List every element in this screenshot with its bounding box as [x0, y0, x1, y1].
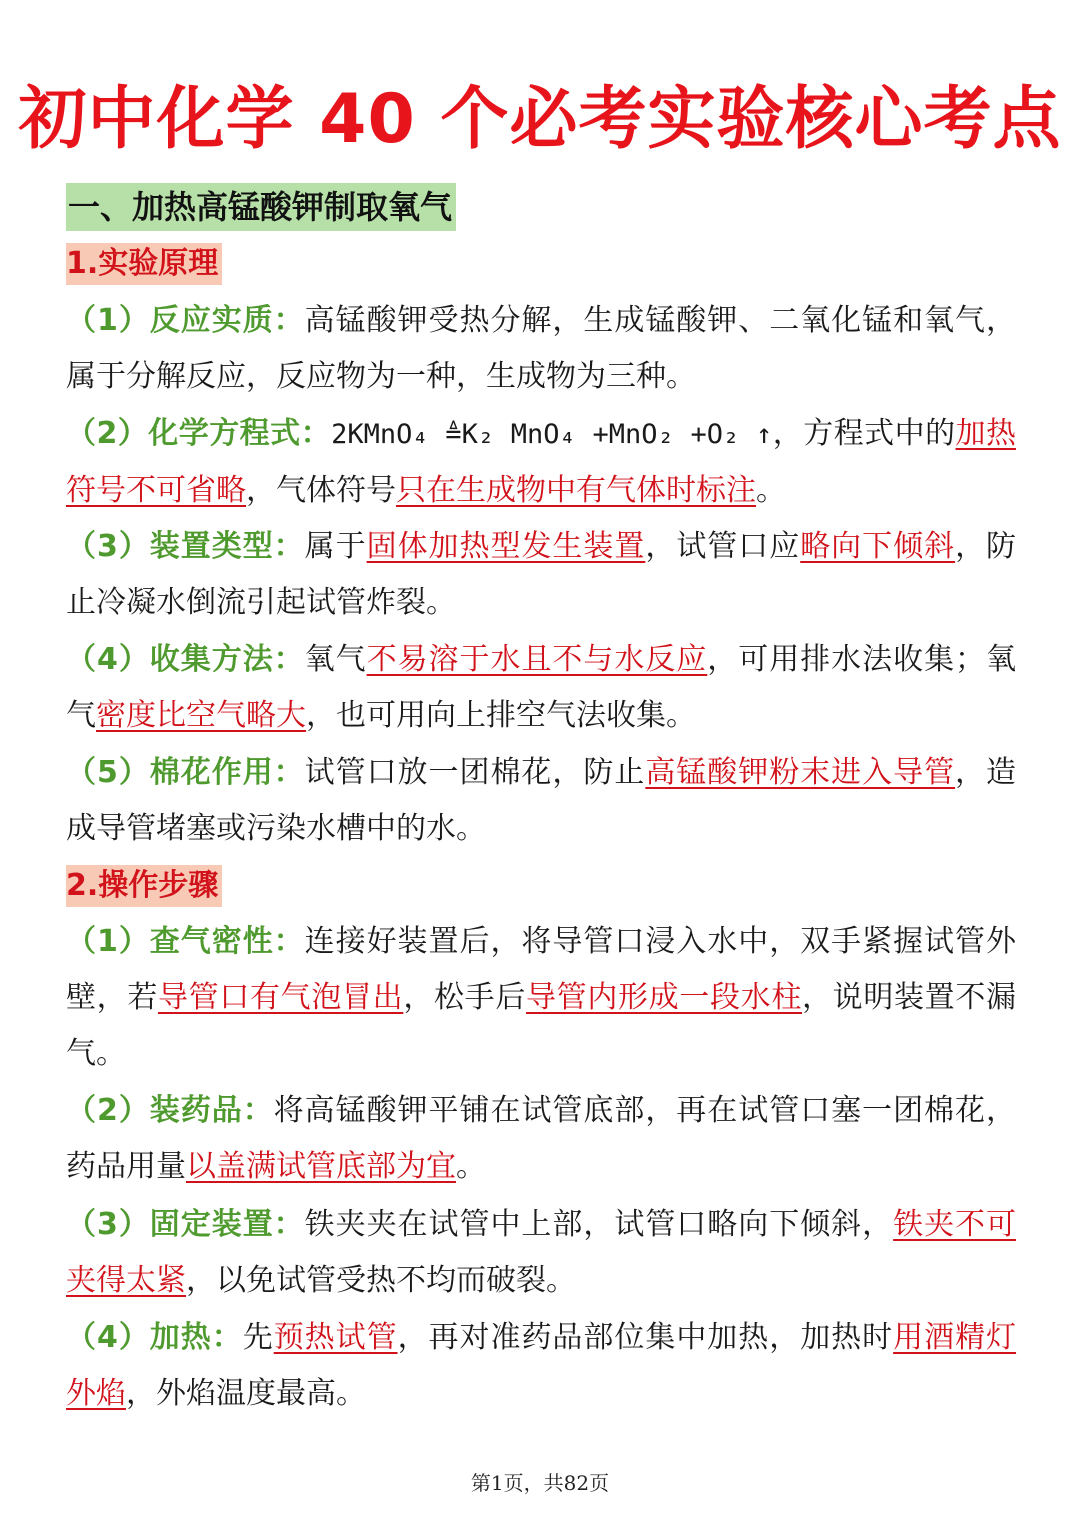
principle-item-1: [66, 293, 1016, 405]
item-text: 属于: [304, 529, 367, 564]
item-text: 铁夹夹在试管中上部，试管口略向下倾斜，: [304, 1207, 894, 1242]
item-text: 将高锰酸钾平铺在试管底部，再在试管口塞一团棉花，药品用量: [66, 1093, 1017, 1184]
item-label: （1）查气密性：: [66, 924, 305, 959]
key-point: 导管口有气泡冒出: [158, 980, 404, 1015]
key-point: 导管内形成一段水柱: [526, 980, 803, 1015]
item-text: 氧气: [304, 642, 367, 677]
key-point: 预热试管: [273, 1320, 398, 1355]
item-label: （2）装药品：: [66, 1093, 274, 1128]
chemical-equation: 2KMnO₄ ≜K₂ MnO₄ +MnO₂ +O₂ ↑: [331, 419, 773, 450]
item-label: （1）反应实质：: [66, 303, 305, 338]
item-text: 高锰酸钾受热分解，生成锰酸钾、二氧化锰和氧气，属于分解反应，反应物为一种，生成物为三种。: [66, 303, 1016, 394]
item-text: ，外焰温度最高。: [126, 1376, 366, 1411]
item-text: ，试管口应: [645, 529, 801, 564]
item-text: 试管口放一团棉花，防止: [304, 755, 646, 790]
key-point: 只在生成物中有气体时标注: [396, 473, 756, 508]
page-number: 第1页，共82页: [470, 1471, 610, 1495]
step-item-1: [66, 914, 1016, 1082]
item-text: 先: [242, 1320, 274, 1355]
item-label: （2）化学方程式：: [66, 416, 332, 451]
key-point: 密度比空气略大: [96, 698, 306, 733]
item-label: （4）收集方法：: [66, 642, 305, 677]
key-point: 用酒精灯外焰: [66, 1320, 1017, 1411]
page-title: 初中化学 40 个必考实验核心考点: [18, 80, 1062, 159]
key-point: 加热符号不可省略: [66, 416, 1017, 508]
item-text: ，松手后: [403, 980, 527, 1015]
step-item-4: [66, 1310, 1016, 1422]
item-label: （4）加热：: [66, 1320, 243, 1355]
item-text: ，也可用向上排空气法收集。: [306, 698, 696, 733]
key-point: 铁夹不可夹得太紧: [66, 1207, 1017, 1298]
item-text: ，造成导管堵塞或污染水槽中的水。: [66, 755, 1017, 846]
item-text: ，以免试管受热不均而破裂。: [186, 1263, 576, 1298]
item-text: ，可用排水法收集；氧气: [66, 642, 1017, 733]
item-text: ，说明装置不漏气。: [66, 980, 1017, 1071]
subheading-principle: 1.实验原理: [66, 243, 222, 285]
step-item-2: [66, 1083, 1016, 1195]
item-text: 。: [756, 473, 786, 508]
key-point: 高锰酸钾粉末进入导管: [645, 755, 956, 790]
item-text: 连接好装置后，将导管口浸入水中，双手紧握试管外壁，若: [66, 924, 1016, 1015]
principle-item-5: [66, 745, 1016, 857]
principle-item-2: [66, 406, 1016, 519]
item-text: 。: [456, 1149, 486, 1184]
key-point: 以盖满试管底部为宜: [186, 1149, 456, 1184]
item-label: （5）棉花作用：: [66, 755, 305, 790]
subheading-steps: 2.操作步骤: [66, 865, 222, 907]
step-item-3: [66, 1197, 1016, 1309]
key-point: 固体加热型发生装置: [366, 529, 646, 564]
key-point: 略向下倾斜: [800, 529, 956, 564]
item-text: ，气体符号: [246, 473, 396, 508]
section-heading: 一、加热高锰酸钾制取氧气: [66, 183, 456, 231]
item-text: ，再对准药品部位集中加热，加热时: [397, 1320, 894, 1355]
item-text: ，方程式中的: [772, 416, 956, 451]
principle-item-3: [66, 519, 1016, 631]
principle-item-4: [66, 632, 1016, 744]
key-point: 不易溶于水且不与水反应: [366, 642, 708, 677]
item-text: ，防止冷凝水倒流引起试管炸裂。: [66, 529, 1017, 620]
item-label: （3）固定装置：: [66, 1207, 305, 1242]
item-label: （3）装置类型：: [66, 529, 305, 564]
